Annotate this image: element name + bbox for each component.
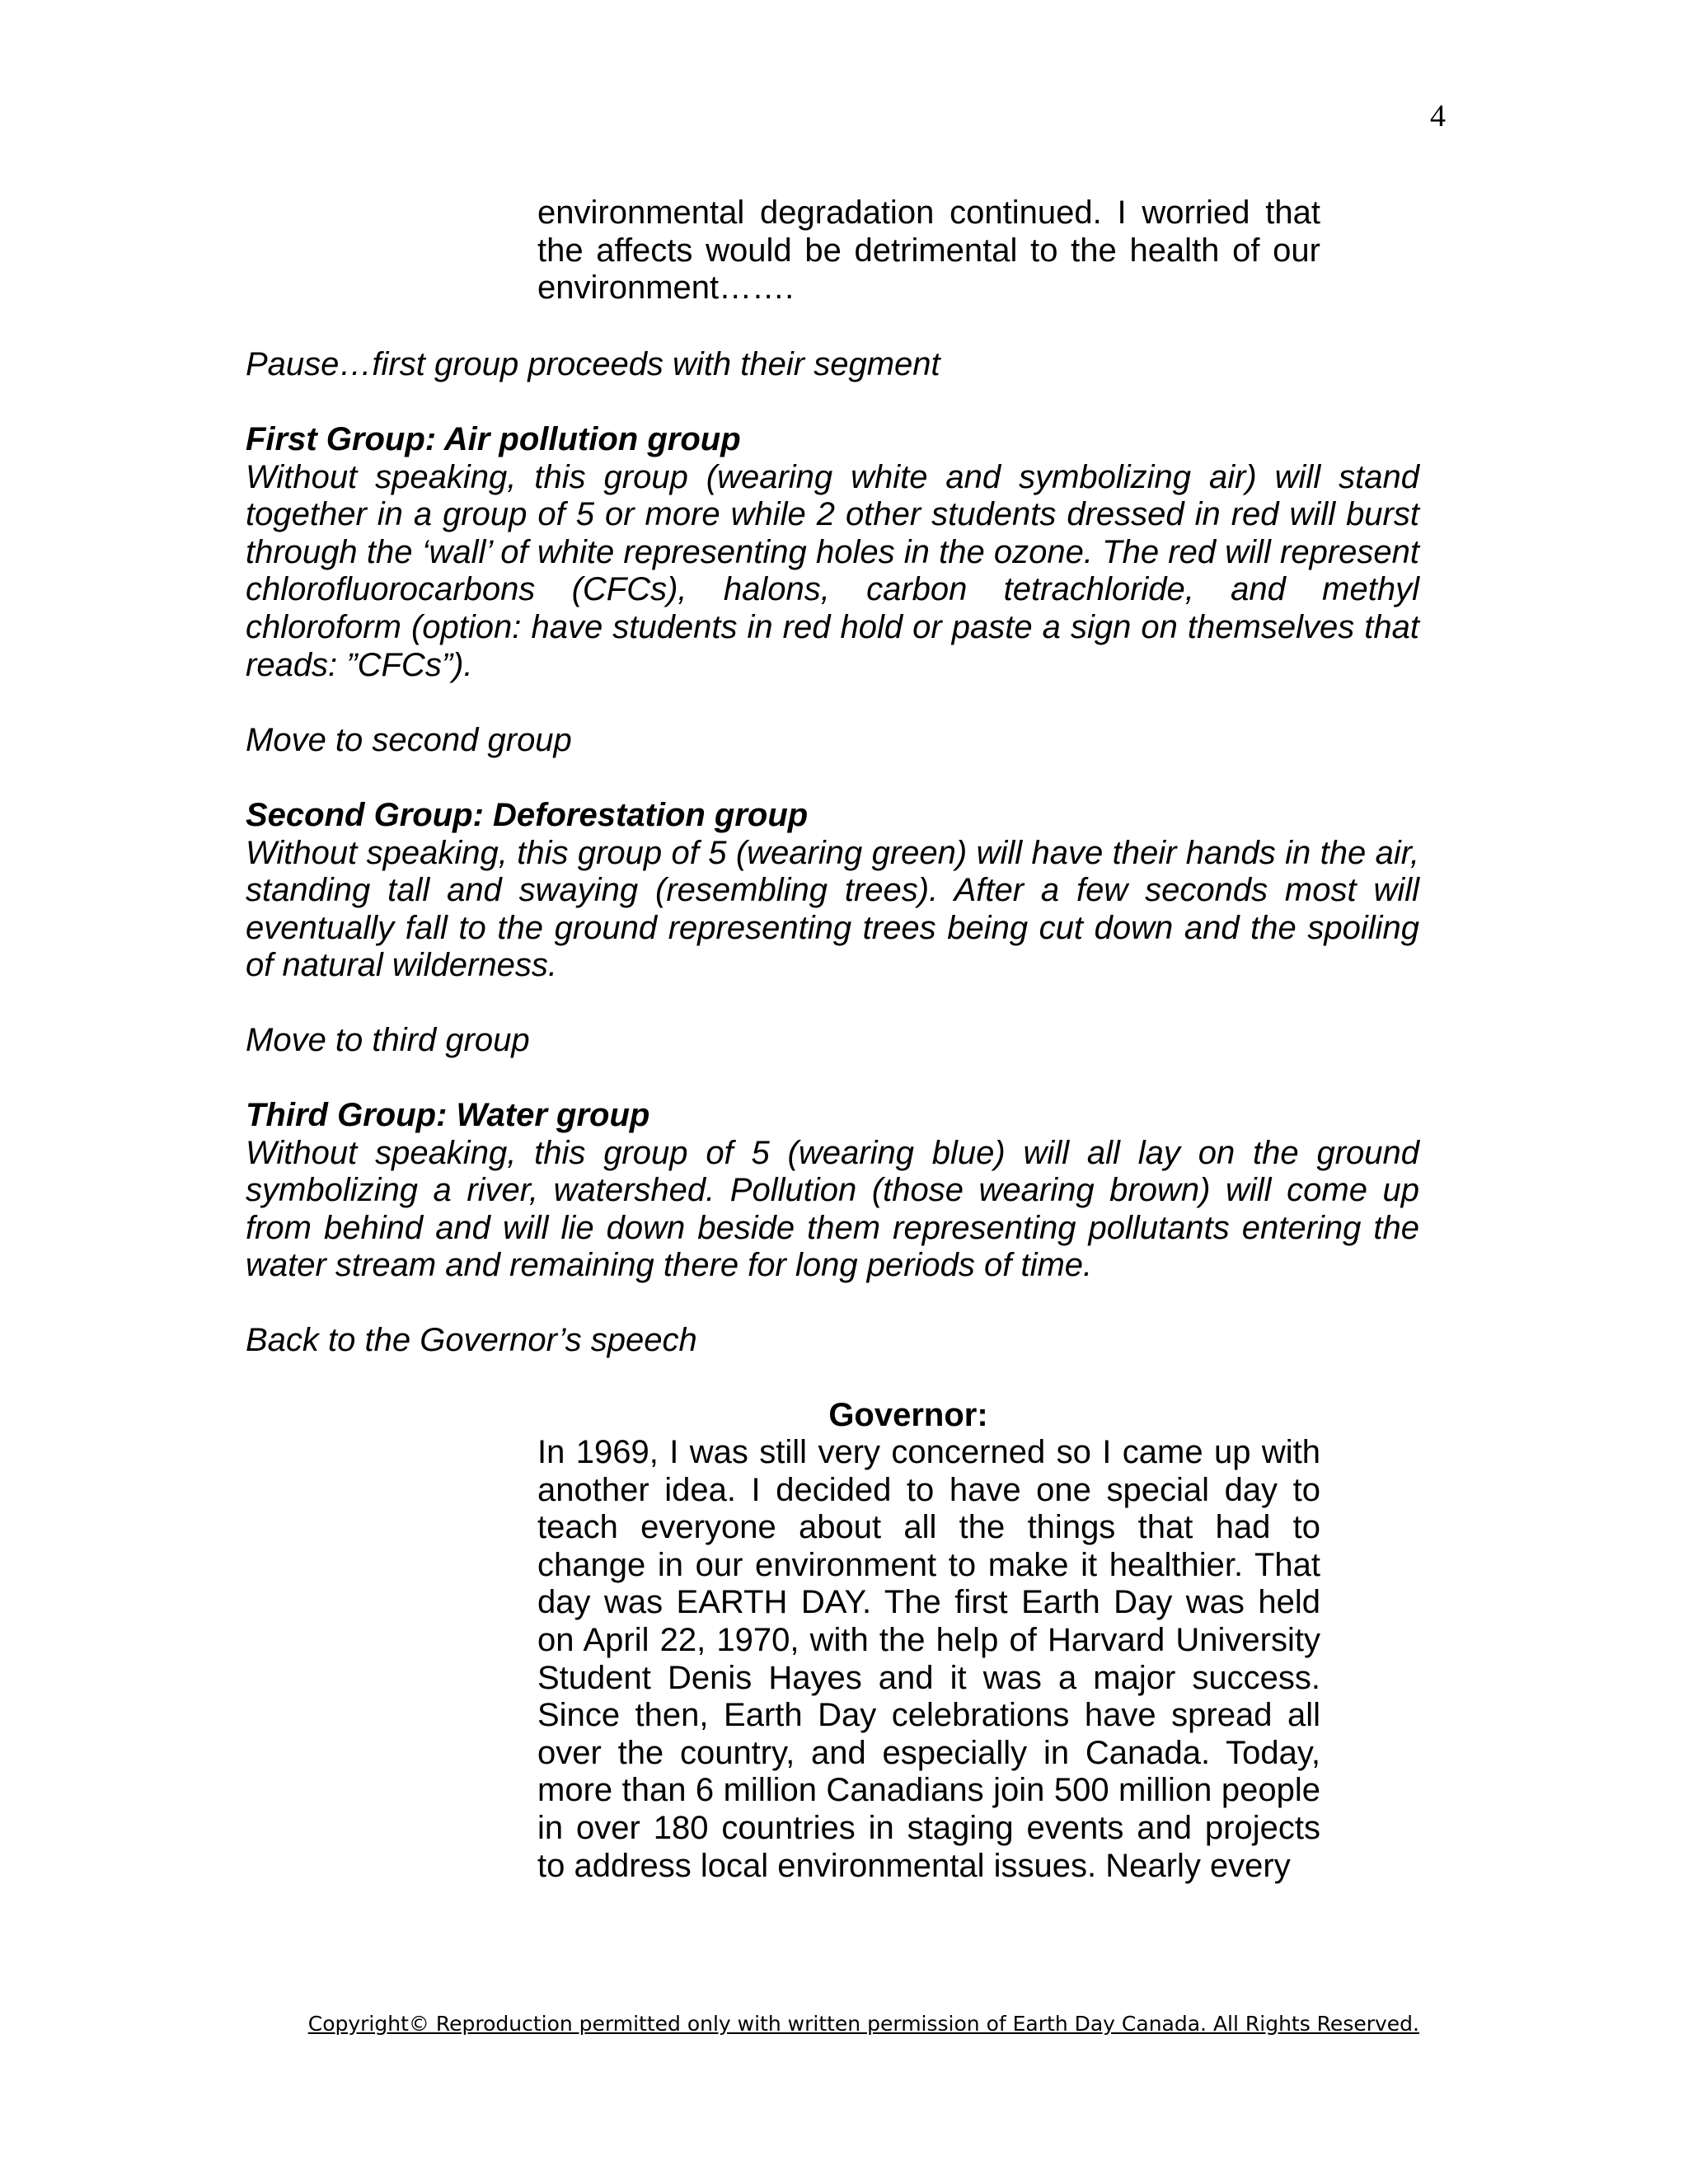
- copyright-footer: Copyright© Reproduction permitted only with written permission of Earth Day Canada. All Rights Reserved.: [307, 2012, 1419, 2036]
- second-group-description: Without speaking, this group of 5 (wearing green) will have their hands in the air, standing tall and swaying (resembling trees). After a few seconds most will eventually fall to the ground representing trees being cut down and the spoiling of natural wilderness.: [246, 834, 1419, 984]
- second-group-section: [246, 797, 1419, 985]
- cue-move-third: Move to third group: [246, 1022, 530, 1058]
- second-group-heading: Second Group: Deforestation group: [246, 797, 809, 833]
- governor-speech: In 1969, I was still very concerned so I came up with another idea. I decided to have one special day to teach everyone about all the things that had to change in our environment to make it healthier. That day was EARTH DAY. The first Earth Day was held on April 22, 1970, with the help of Harvard University Student Denis Hayes and it was a major success. Since then, Earth Day celebrations have spread all over the country, and especially in Canada. Today, more than 6 million Canadians join 500 million people in over 180 countries in staging events and projects to address local environmental issues. Nearly every: [537, 1434, 1320, 1884]
- intro-paragraph: environmental degradation continued. I worried that the affects would be detrimental to the health of our environment…….: [537, 194, 1320, 307]
- first-group-description: Without speaking, this group (wearing white and symbolizing air) will stand together in a group of 5 or more while 2 other students dressed in red will burst through the ‘wall’ of white representing holes in the ozone. The red will represent chlorofluorocarbons (CFCs), halons, carbon tetrachloride, and methyl chloroform (option: have students in red hold or paste a sign on themselves that reads: ”CFCs”).: [246, 458, 1419, 683]
- page-number: 4: [1430, 99, 1446, 134]
- cue-back-to-governor: Back to the Governor’s speech: [246, 1322, 697, 1358]
- cue-pause: Pause…first group proceeds with their segment: [246, 346, 940, 382]
- third-group-section: [246, 1097, 1419, 1285]
- first-group-section: [246, 421, 1419, 684]
- governor-speaker-label: Governor:: [828, 1397, 988, 1433]
- cue-move-second: Move to second group: [246, 722, 572, 758]
- first-group-heading: First Group: Air pollution group: [246, 421, 741, 457]
- third-group-heading: Third Group: Water group: [246, 1097, 650, 1133]
- third-group-description: Without speaking, this group of 5 (wearing blue) will all lay on the ground symbolizing a river, watershed. Pollution (those wearing brown) will come up from behind and will lie down beside them representing pollutants entering the water stream and remaining there for long periods of time.: [246, 1134, 1419, 1284]
